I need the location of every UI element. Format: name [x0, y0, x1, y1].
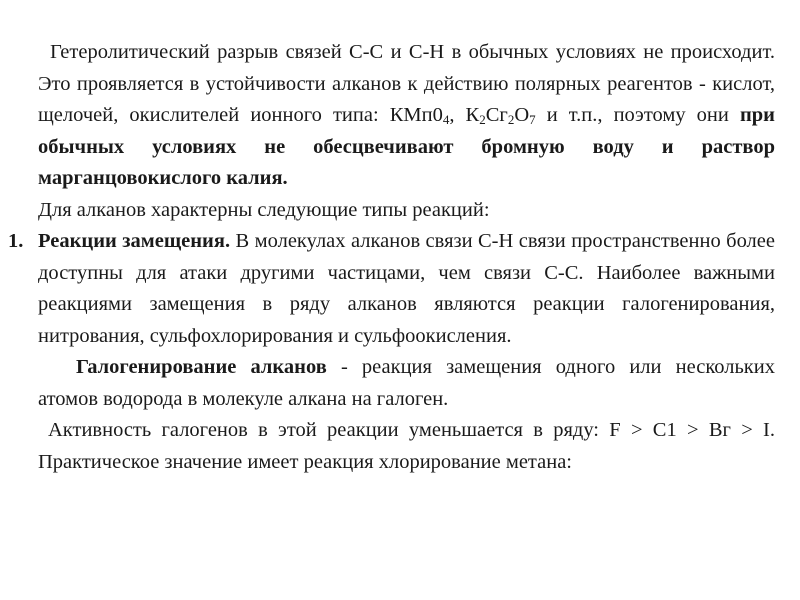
paragraph-text: О: [514, 104, 530, 126]
paragraph-text: , К: [449, 104, 480, 126]
paragraph-halogenation: [38, 352, 775, 415]
paragraph-text: и т.п., поэтому они: [535, 104, 740, 126]
paragraph-text: - реакция замещения одного или нескольких атомов водорода в молекуле алкана на галоген.: [38, 356, 775, 410]
list-number: 1.: [8, 230, 24, 252]
subscript: 7: [529, 112, 536, 127]
paragraph-halogen-activity: [38, 415, 775, 478]
paragraph-reaction-types: [38, 195, 775, 227]
subscript: 2: [479, 112, 486, 127]
slide-text: [0, 37, 800, 478]
bold-heading: Реакции замещения.: [38, 230, 231, 252]
paragraph-text: В молекулах алканов связи С-Н связи пространственно более доступны для атаки другими частицами, чем связи С-С. Наиболее важными реакциями замещения в ряду алканов являются реакции галогенирования, нитрования, сульфохлорирования и сульфоокисления.: [38, 230, 775, 347]
subscript: 2: [507, 112, 515, 127]
list-item-substitution: [8, 226, 775, 352]
paragraph-text: Активность галогенов в этой реакции уменьшается в ряду: F > С1 > Вг > I. Практическое значение имеет реакция хлорирование метана:: [38, 419, 775, 473]
paragraph-heterolytic-cleavage: [38, 37, 775, 195]
bold-emphasis: при обычных условиях не обесцвечивают бромную воду и раствор марганцовокислого калия.: [38, 104, 775, 189]
paragraph-text: Для алканов характерны следующие типы реакций:: [38, 198, 490, 221]
paragraph-text: Сг: [485, 104, 508, 126]
bold-term: Галогенирование алканов: [76, 356, 327, 378]
paragraph-text: Гетеролитический разрыв связей С-С и С-Н в обычных условиях не происходит. Это проявляется в устойчивости алканов к действию полярных реагентов - кислот, щелочей, окислителей ионного типа: КМп0: [38, 41, 775, 126]
subscript: 4: [442, 112, 450, 127]
